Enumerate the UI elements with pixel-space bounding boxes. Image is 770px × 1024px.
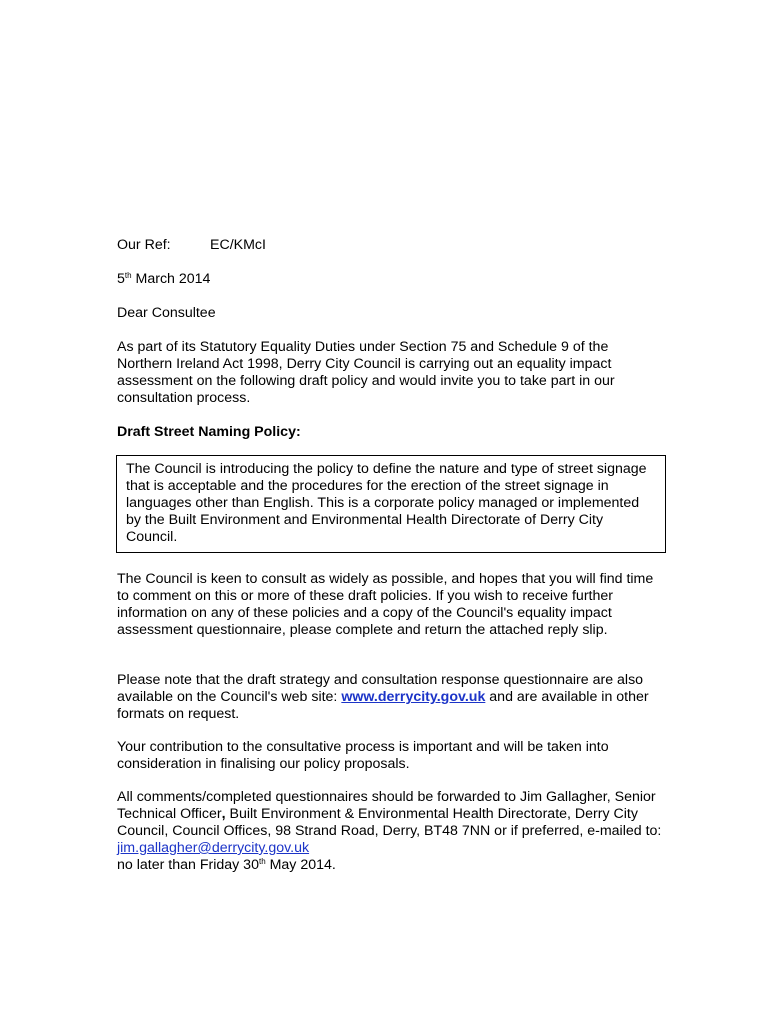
council-website-link[interactable]: www.derrycity.gov.uk — [341, 689, 486, 705]
forwarding-bold-comma: , — [221, 806, 226, 822]
website-text-before: Please note that the draft strategy and consultation response questionnaire are also available on the Council's web site: — [117, 672, 644, 705]
contact-email-link[interactable]: jim.gallagher@derrycity.gov.uk — [117, 840, 310, 856]
website-text-after: and are available in other formats on request. — [117, 689, 649, 722]
contribution-paragraph: Your contribution to the consultative process is important and will be taken into consideration in finalising our policy proposals. — [117, 739, 609, 772]
deadline-date-suffix: th — [258, 857, 266, 866]
deadline-text-after: May 2014. — [265, 857, 336, 873]
forwarding-text-part2: Built Environment & Environmental Health Directorate, Derry City Council, Council Offices, 98 Strand Road, Derry, BT48 7NN or if preferred, e-mailed to: — [117, 806, 662, 839]
website-paragraph — [117, 672, 662, 723]
consultation-paragraph: The Council is keen to consult as widely as possible, and hopes that you will find time to comment on this or more of these draft policies. If you wish to receive further information on any of these policies and a copy of the Council's equality impact assessment questionnaire, please complete and return the attached reply slip. — [117, 571, 654, 638]
forwarding-text-part1: All comments/completed questionnaires should be forwarded to Jim Gallagher, Senior Technical Officer — [117, 789, 656, 822]
date-month-year: March 2014 — [131, 271, 211, 287]
forwarding-paragraph — [117, 789, 662, 874]
policy-description-text: The Council is introducing the policy to define the nature and type of street signage that is acceptable and the procedures for the erection of the street signage in languages other than English. This is a corporate policy managed or implemented by the Built Environment and Environmental Health Directorate of Derry City Council. — [126, 461, 647, 545]
intro-paragraph: As part of its Statutory Equality Duties under Section 75 and Schedule 9 of the Northern Ireland Act 1998, Derry City Council is carrying out an equality impact assessment on the following draft policy and would invite you to take part in our consultation process. — [117, 339, 615, 406]
reference-label: Our Ref: — [117, 237, 171, 253]
date-day: 5 — [117, 271, 125, 287]
date-suffix: th — [124, 271, 132, 280]
deadline-text-before: no later than Friday 30 — [117, 857, 259, 873]
policy-description-box — [116, 455, 666, 553]
letter-date — [117, 271, 662, 288]
salutation: Dear Consultee — [117, 305, 216, 321]
reference-line — [117, 237, 662, 254]
policy-heading: Draft Street Naming Policy: — [117, 424, 301, 440]
reference-value: EC/KMcI — [210, 237, 266, 253]
